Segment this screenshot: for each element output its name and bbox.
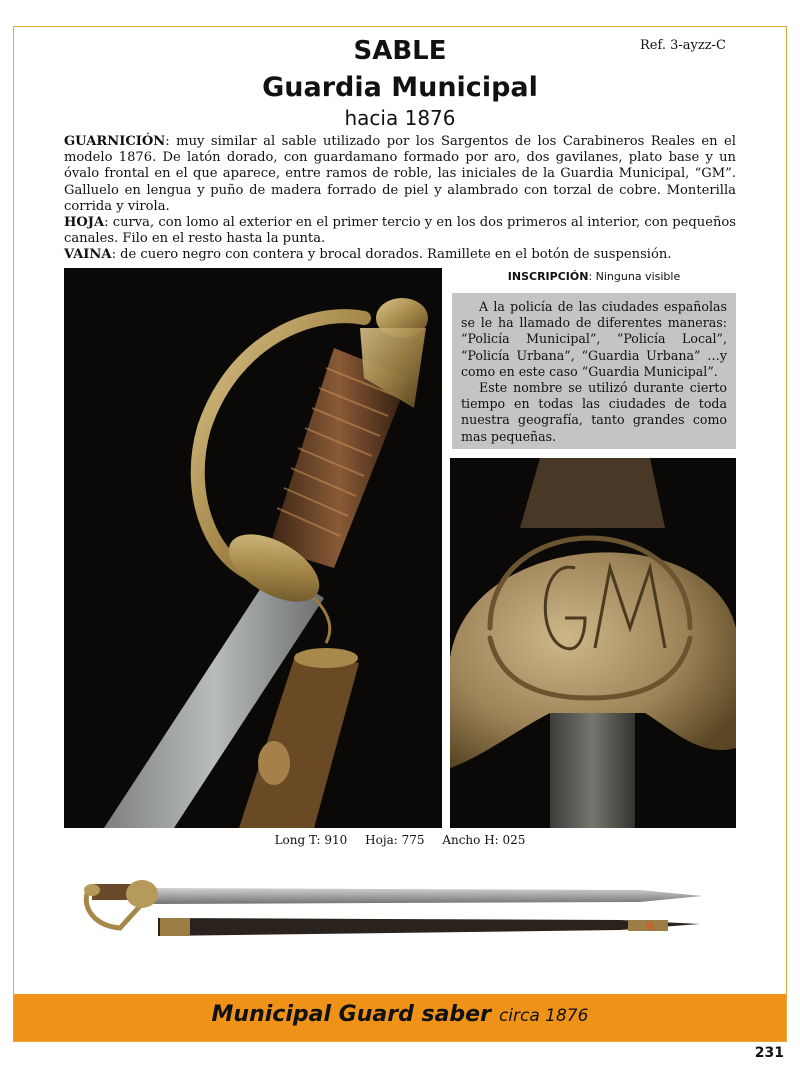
page-title: SABLE <box>353 36 447 66</box>
history-note <box>452 293 736 449</box>
hoja-paragraph <box>64 215 736 247</box>
hoja-text: : curva, con lomo al exterior en el primer tercio y en los dos primeros al interior, con pequeños canales. Filo en el resto hasta la punta. <box>64 215 736 247</box>
page-date: hacia 1876 <box>344 106 456 130</box>
blade-width: Ancho H: 025 <box>442 833 526 847</box>
vaina-paragraph <box>64 247 736 263</box>
guarnicion-paragraph <box>64 134 736 215</box>
hilt-illustration <box>64 268 442 828</box>
measurements-line <box>0 833 800 847</box>
monogram-photo <box>450 458 736 828</box>
footer-subtitle: circa 1876 <box>498 1006 589 1026</box>
vaina-text: : de cuero negro con contera y brocal dorados. Ramillete en el botón de suspensión. <box>111 247 672 263</box>
page-subtitle: Guardia Municipal <box>262 72 538 103</box>
length-total: Long T: 910 <box>274 833 348 847</box>
guarnicion-label: GUARNICIÓN <box>64 134 166 149</box>
full-sabre-illustration <box>80 866 710 950</box>
hilt-photo <box>64 268 442 828</box>
blade-length: Hoja: 775 <box>365 833 425 847</box>
vaina-label: VAINA <box>64 247 112 263</box>
page-number: 231 <box>754 1045 784 1061</box>
guarnicion-text: : muy similar al sable utilizado por los Sargentos de los Carabineros Reales en el modelo 1876. De latón dorado, con guardamano formado por aro, dos gavilanes, plato base y un óvalo frontal en el que aparece, entre ramos de roble, las iniciales de la Guardia Municipal, “GM”. Galluelo en lengua y puño de madera forrado de piel y alambrado con torzal de cobre. Monterilla corrida y virola. <box>64 134 736 214</box>
footer-title: Municipal Guard saber <box>211 1002 491 1027</box>
hoja-label: HOJA <box>64 215 105 231</box>
inscription-label: INSCRIPCIÓN <box>507 270 589 283</box>
note-paragraph-2: Este nombre se utilizó durante cierto tiempo en todas las ciudades de toda nuestra geografía, tanto grandes como mas pequeñas. <box>461 380 727 444</box>
footer-caption <box>0 1002 800 1027</box>
monogram-illustration <box>450 458 736 828</box>
reference-code: Ref. 3-ayzz-C <box>640 38 726 53</box>
inscription-line <box>452 270 736 283</box>
inscription-value: : Ninguna visible <box>588 270 681 283</box>
description-block <box>64 134 736 264</box>
note-paragraph-1: A la policía de las ciudades españolas se le ha llamado de diferentes maneras: “Policía Municipal”, ”Policía Local”, “Policía Urbana”, “Guardia Urbana” …y como en este caso “Guardia Municipal”. <box>461 299 727 379</box>
